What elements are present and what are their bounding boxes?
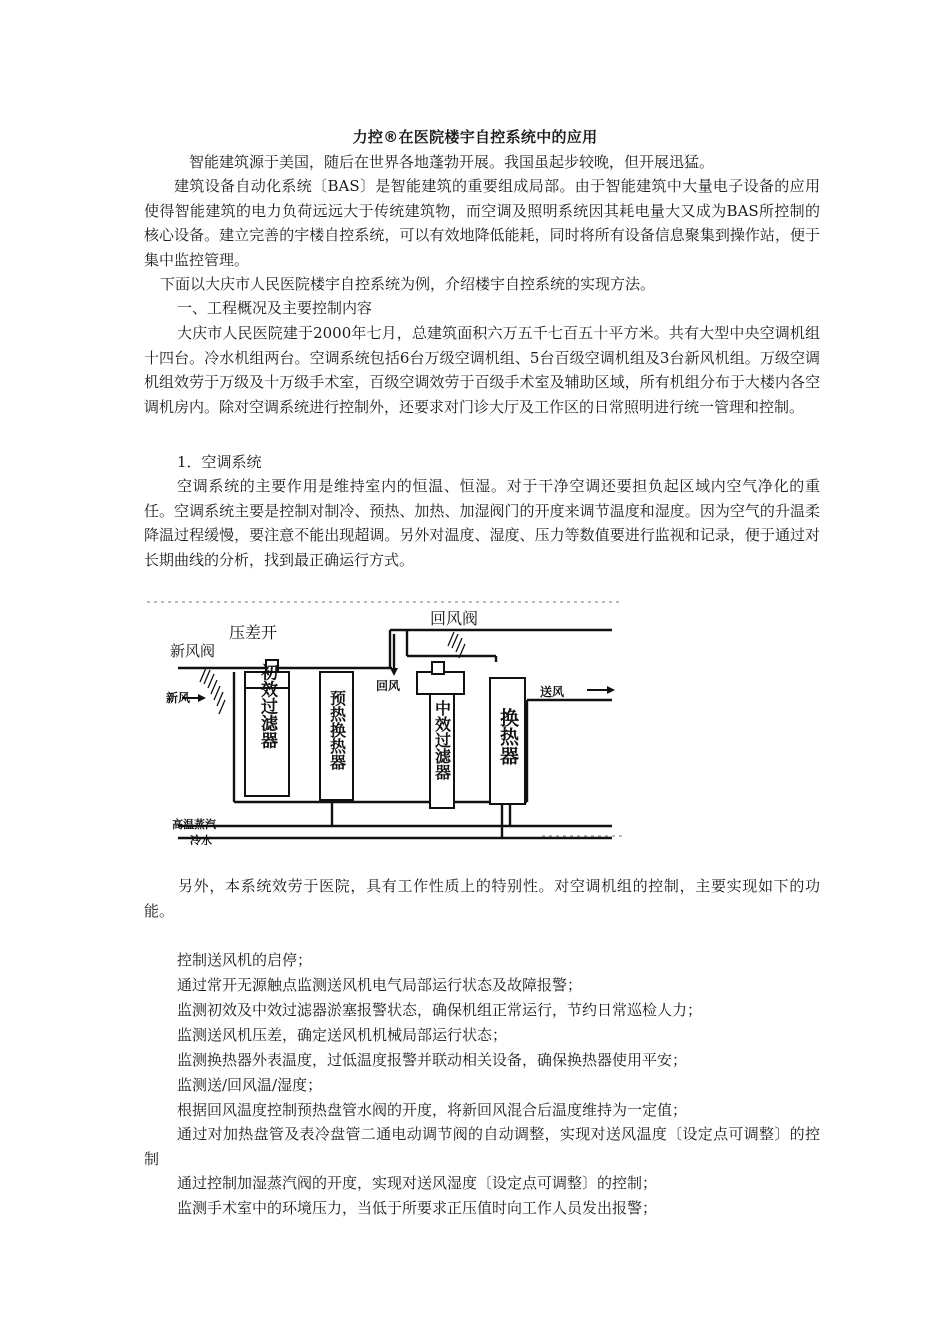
section2-body: 空调系统的主要作用是维持室内的恒温、恒湿。对于干净空调还要担负起区域内空气净化的重任。空调系统主要是控制对制冷、预热、加热、加湿阀门的开度来调节温度和湿度。因为空气的升温柔降温过程缓慢，要注意不能出现超调。另外对温度、湿度、压力等数值要进行监视和记录，便于通过对长期曲线的分析，找到最正确运行方式。: [144, 477, 820, 569]
preheat-exchanger-label: 预热换热器: [327, 690, 347, 770]
function-item: 通过对加热盘管及表冷盘管二通电动调节阀的自动调整，实现对送风温度〔设定点可调整〕的控制: [144, 1125, 820, 1168]
return-air-label: 回风: [376, 679, 401, 693]
pressure-switch-label: 压差开: [229, 623, 278, 642]
primary-filter-label: 初效过滤器: [257, 663, 277, 749]
section1-heading: 一、工程概况及主要控制内容: [177, 299, 373, 317]
supply-air-arrow-icon: [607, 686, 615, 694]
fresh-air-valve-label: 新风阀: [170, 642, 216, 660]
steam-label: 高温蒸汽: [172, 818, 216, 831]
heat-exchanger-label: 换热器: [497, 708, 519, 765]
function-item: 通过控制加湿蒸汽阀的开度，实现对送风湿度〔设定点可调整〕的控制；: [177, 1174, 658, 1192]
medium-filter-label: 中效过滤器: [432, 700, 452, 780]
function-item: 监测初效及中效过滤器淤塞报警状态，确保机组正常运行，节约日常巡检人力；: [177, 1001, 703, 1019]
function-item: 监测送/回风温/湿度；: [177, 1076, 323, 1094]
fresh-air-arrow-icon: [198, 694, 206, 702]
supply-air-label: 送风: [540, 685, 565, 699]
fresh-air-label: 新风: [166, 691, 191, 705]
function-item: 根据回风温度控制预热盘管水阀的开度，将新回风混合后温度维持为一定值；: [177, 1101, 688, 1119]
return-air-valve-label: 回风阀: [430, 609, 479, 628]
air-handling-unit-diagram: [142, 590, 632, 845]
document-title: 力控®在医院楼宇自控系统中的应用: [352, 128, 598, 146]
function-item: 控制送风机的启停；: [177, 951, 313, 969]
water-label: 冷水: [190, 834, 212, 845]
section2-heading: 1．空调系统: [177, 453, 262, 471]
intro-paragraph-2: 建筑设备自动化系统〔BAS〕是智能建筑的重要组成局部。由于智能建筑中大量电子设备的应用使得智能建筑的电力负荷远远大于传统建筑物，而空调及照明系统因其耗电量大又成为BAS所控制的核心设备。建立完善的宇楼自控系统，可以有效地降低能耗，同时将所有设备信息聚集到操作站，便于集中监控管理。: [144, 177, 820, 269]
function-item: 监测换热器外表温度，过低温度报警并联动相关设备，确保换热器使用平安；: [177, 1051, 688, 1069]
section1-body: 大庆市人民医院建于2000年七月，总建筑面积六万五千七百五十平方米。共有大型中央空调机组十四台。冷水机组两台。空调系统包括6台万级空调机组、5台百级空调机组及3台新风机组。万级空调机组效劳于万级及十万级手术室，百级空调效劳于百级手术室及辅助区域，所有机组分布于大楼内各空调机房内。除对空调系统进行控制外，还要求对门诊大厅及工作区的日常照明进行统一管理和控制。: [144, 324, 820, 416]
paragraph-after-diagram: 另外，本系统效劳于医院，具有工作性质上的特别性。对空调机组的控制，主要实现如下的功能。: [144, 877, 820, 920]
function-item: 监测手术室中的环境压力，当低于所要求正压值时向工作人员发出报警；: [177, 1199, 658, 1217]
function-item: 通过常开无源触点监测送风机电气局部运行状态及故障报警；: [177, 976, 583, 994]
return-air-arrow-icon: [390, 668, 398, 676]
function-item: 监测送风机压差，确定送风机机械局部运行状态；: [177, 1026, 508, 1044]
intro-paragraph-1: 智能建筑源于美国，随后在世界各地蓬勃开展。我国虽起步较晚，但开展迅猛。: [189, 153, 715, 171]
intro-paragraph-3: 下面以大庆市人民医院楼宇自控系统为例，介绍楼宇自控系统的实现方法。: [160, 275, 656, 293]
